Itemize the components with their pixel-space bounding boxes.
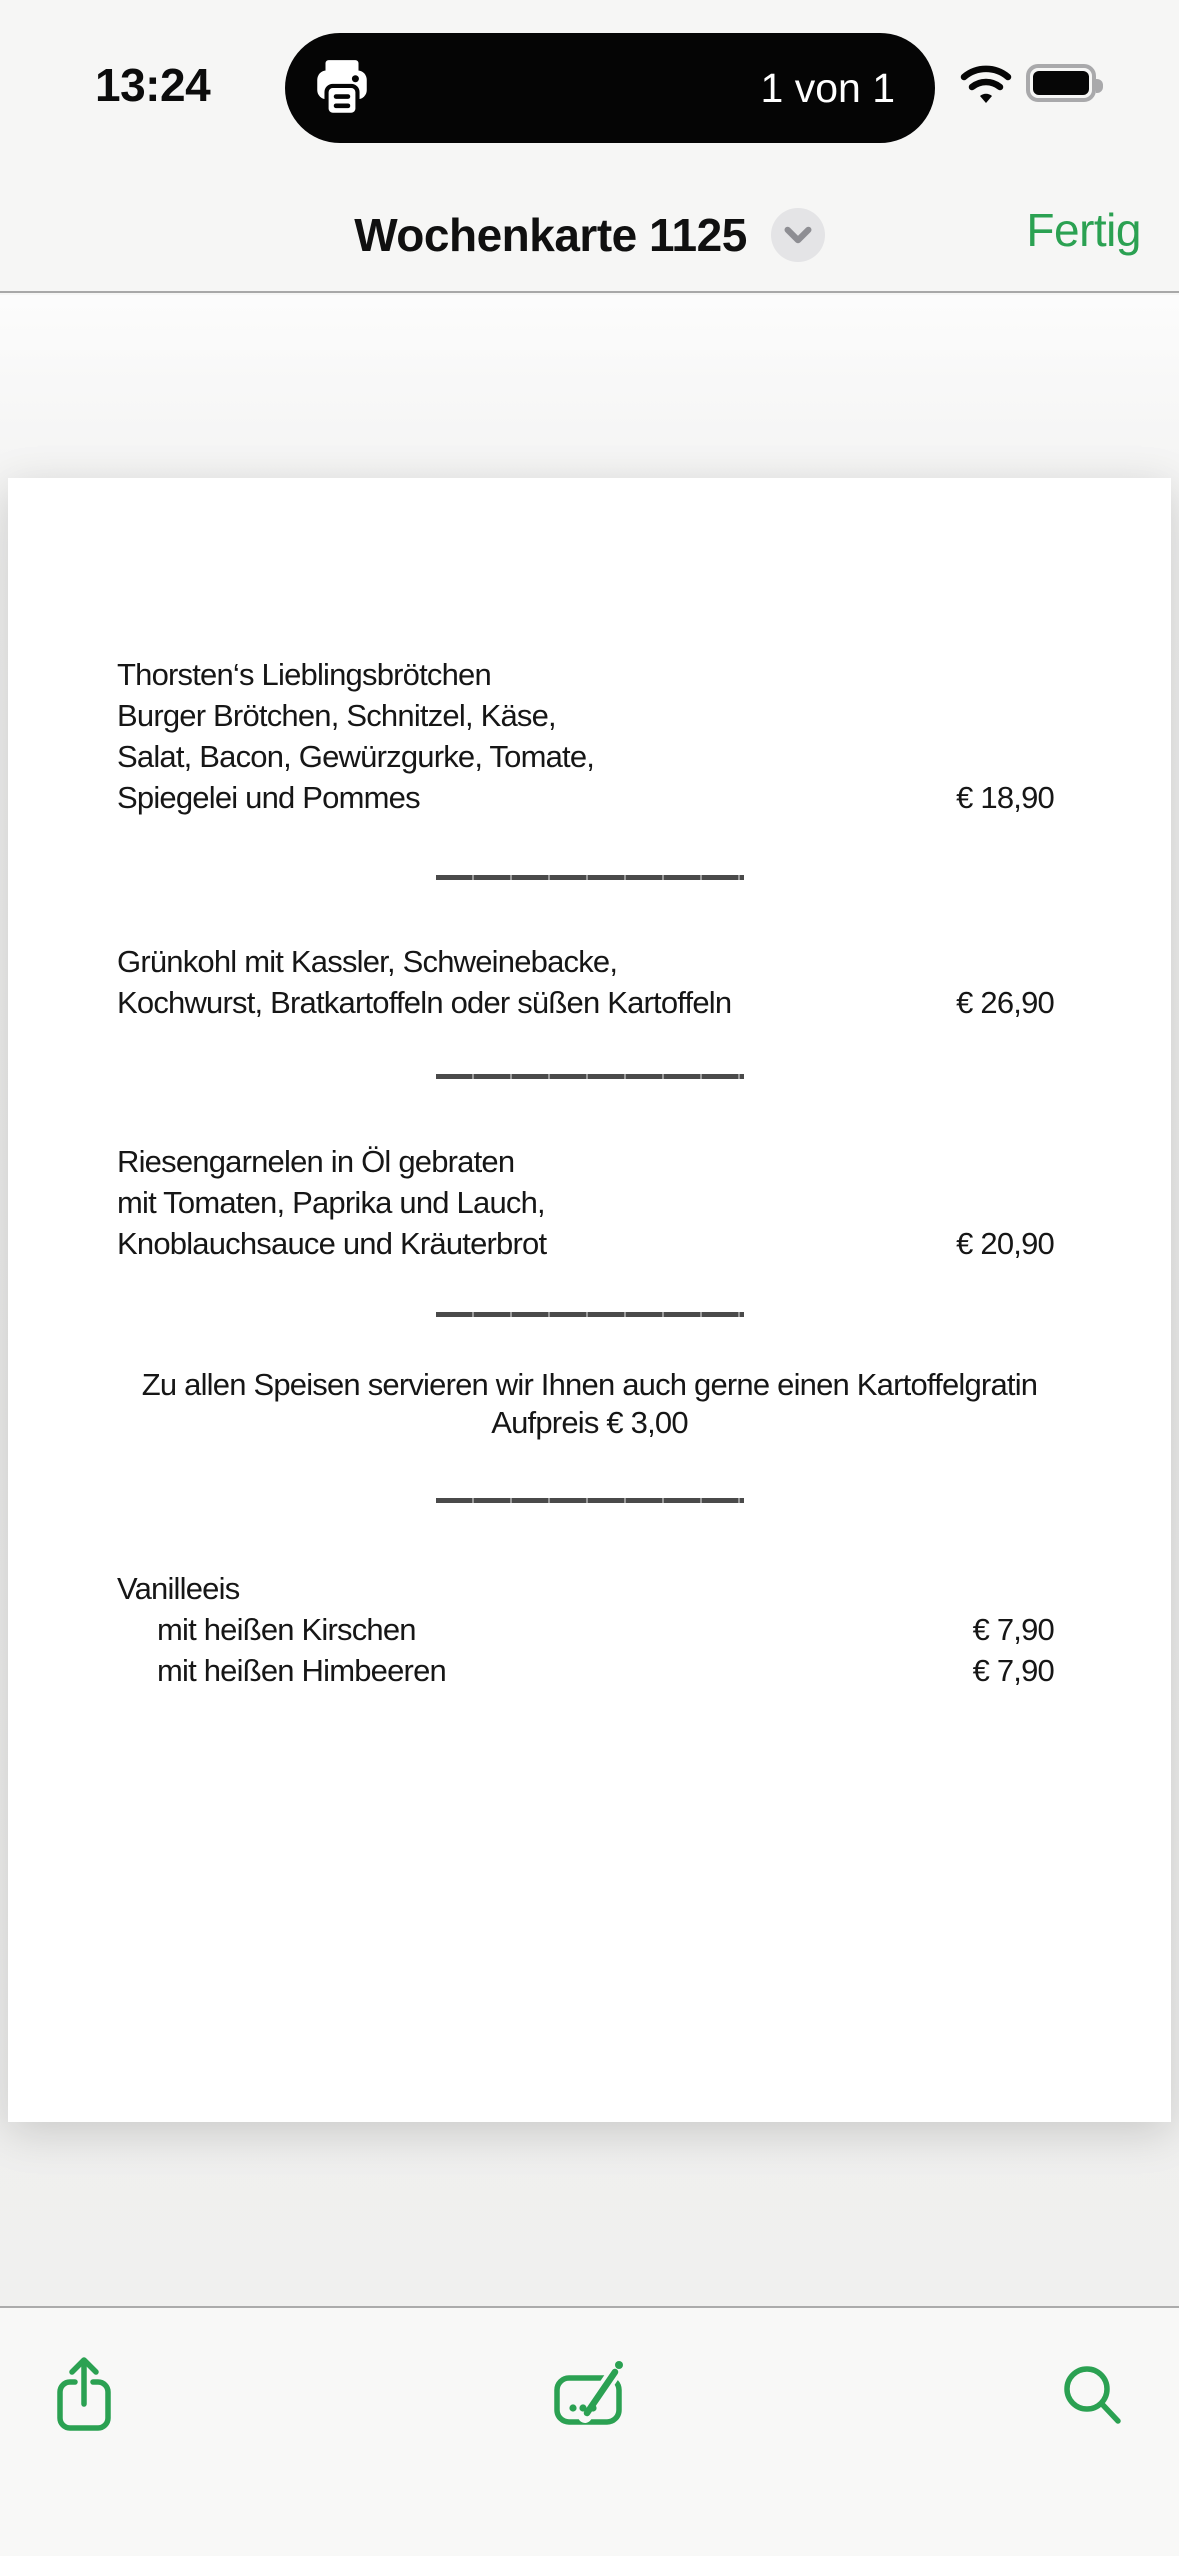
page-indicator: 1 von 1 (760, 64, 895, 111)
menu-line: Burger Brötchen, Schnitzel, Käse, (117, 698, 556, 733)
menu-line: Spiegelei und Pommes (117, 780, 420, 815)
print-activity-pill[interactable] (285, 33, 935, 143)
price: € 18,90 (956, 780, 1054, 815)
share-button[interactable] (44, 2352, 124, 2436)
menu-line: Kochwurst, Bratkartoffeln oder süßen Kartoffeln (117, 985, 732, 1020)
price: € 7,90 (972, 1653, 1054, 1688)
status-time: 13:24 (95, 59, 211, 111)
search-button[interactable] (1052, 2352, 1132, 2436)
menu-item-dessert (117, 1568, 1054, 1691)
markup-button[interactable] (549, 2352, 629, 2436)
menu-line: Thorsten‘s Lieblingsbrötchen (117, 657, 491, 692)
header (0, 0, 1179, 293)
note-line: Zu allen Speisen servieren wir Ihnen auch gerne einen Kartoffelgratin (141, 1367, 1038, 1402)
markup-icon (549, 2352, 629, 2436)
menu-line: Grünkohl mit Kassler, Schweinebacke, (117, 944, 618, 979)
menu-line: Riesengarnelen in Öl gebraten (117, 1144, 515, 1179)
divider (436, 1498, 744, 1503)
search-icon (1052, 2352, 1132, 2436)
wifi-icon (960, 62, 1012, 106)
battery-level (1033, 71, 1089, 95)
page-1[interactable] (8, 478, 1171, 2122)
printer-icon (309, 55, 375, 121)
dessert-name: Vanilleeis (117, 1571, 240, 1606)
menu-item-3 (117, 1141, 1054, 1264)
divider (436, 1312, 744, 1317)
done-button[interactable]: Fertig (1026, 204, 1141, 256)
share-icon (44, 2352, 124, 2436)
dessert-option: mit heißen Kirschen (157, 1612, 416, 1647)
chevron-down-icon (771, 208, 825, 262)
menu-line: mit Tomaten, Paprika und Lauch, (117, 1185, 545, 1220)
price: € 7,90 (972, 1612, 1054, 1647)
price: € 20,90 (956, 1226, 1054, 1261)
price: € 26,90 (956, 985, 1054, 1020)
title-menu-button[interactable] (771, 208, 825, 262)
dessert-option: mit heißen Himbeeren (157, 1653, 446, 1688)
battery-icon (1026, 64, 1096, 102)
divider (436, 875, 744, 880)
menu-line: Knoblauchsauce und Kräuterbrot (117, 1226, 547, 1261)
title-bar (0, 200, 1179, 270)
document-title: Wochenkarte 1125 (354, 209, 747, 261)
bottom-toolbar (0, 2306, 1179, 2556)
divider (436, 1074, 744, 1079)
note-line: Aufpreis € 3,00 (491, 1405, 688, 1440)
menu-item-2 (117, 941, 1054, 1023)
menu-note (8, 1366, 1171, 1442)
menu-item-1 (117, 654, 1054, 818)
document-preview-area[interactable] (0, 295, 1179, 2306)
menu-line: Salat, Bacon, Gewürzgurke, Tomate, (117, 739, 595, 774)
